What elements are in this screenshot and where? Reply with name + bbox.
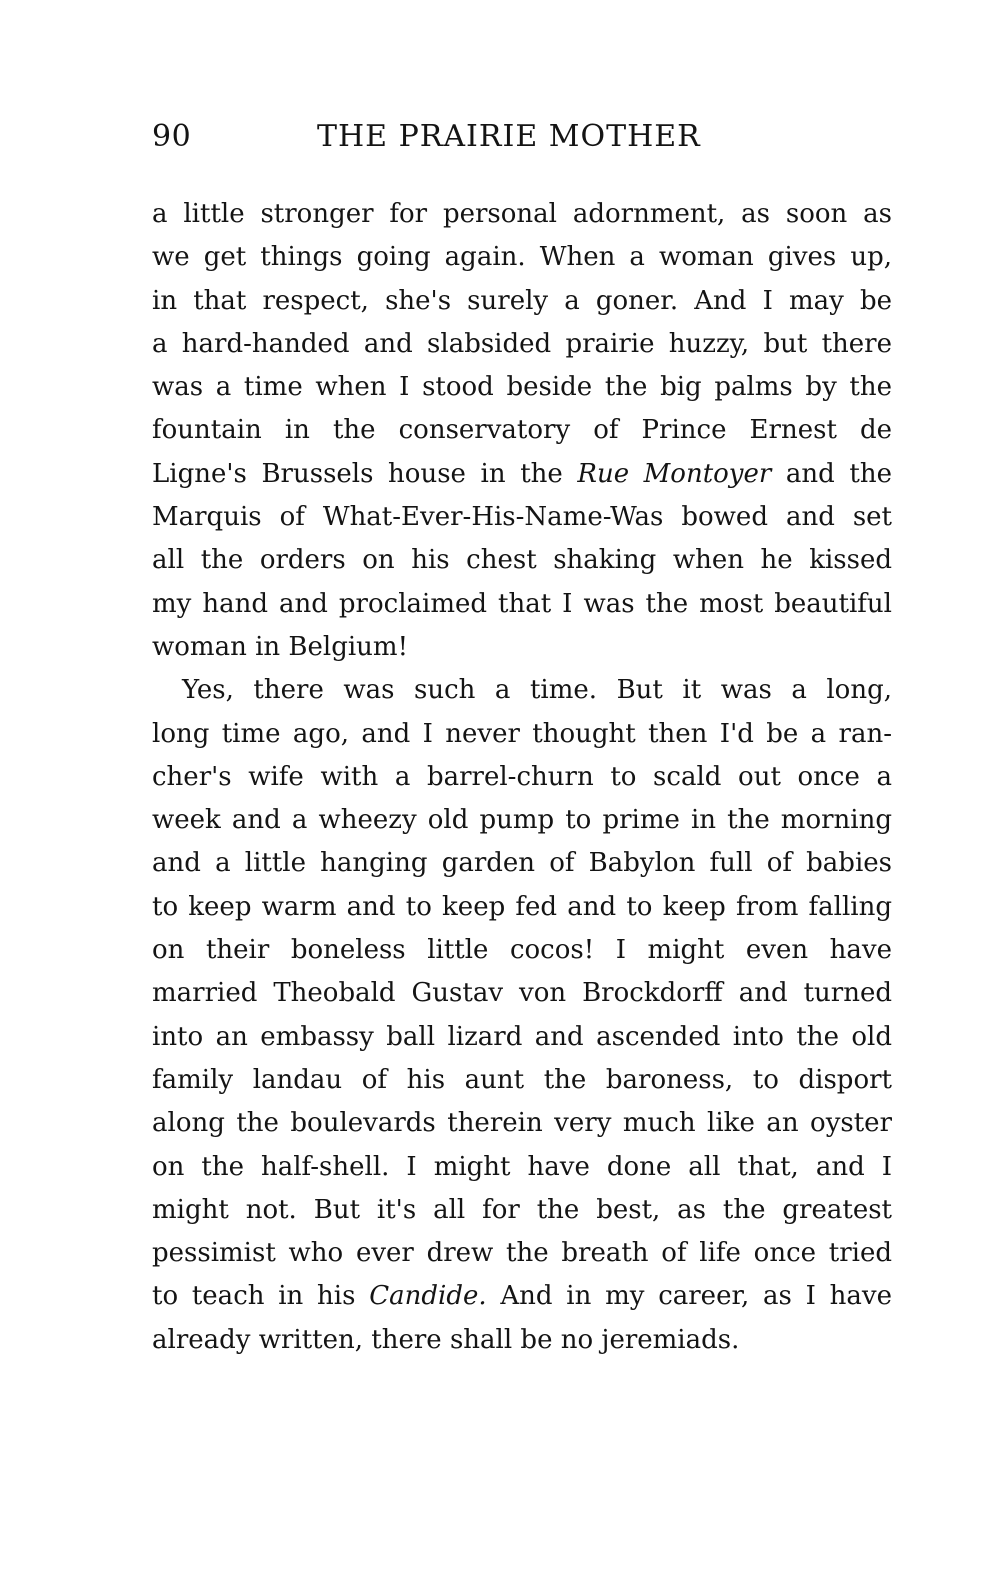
text-line <box>152 1275 892 1318</box>
text-line: a hard-handed and slabsided prairie huzzy, but there <box>152 328 892 359</box>
text-line: family landau of his aunt the baroness, to disport <box>152 1064 892 1095</box>
text-line: week and a wheezy old pump to prime in the morning <box>152 805 892 836</box>
text-line: into an embassy ball lizard and ascended into the old <box>152 1021 892 1052</box>
page-header <box>152 112 892 162</box>
text-line: woman in Belgium! <box>152 631 409 662</box>
text-line <box>152 453 892 496</box>
text-line: to keep warm and to keep fed and to keep from falling <box>152 891 892 922</box>
text-line: might not. But it's all for the best, as the greatest <box>152 1194 892 1225</box>
page-number: 90 <box>152 119 192 154</box>
text-line: a little stronger for personal adornment, as soon as <box>152 199 892 229</box>
text-line: Yes, there was such a time. But it was a long, <box>182 675 892 706</box>
text-line: long time ago, and I never thought then I'd be a ran- <box>152 718 892 749</box>
text-line: all the orders on his chest shaking when he kissed <box>152 545 892 576</box>
text-run: and the <box>771 458 892 489</box>
text-line: married Theobald Gustav von Brockdorff and turned <box>152 978 892 1009</box>
text-line: on their boneless little cocos! I might even have <box>152 935 892 966</box>
text-run: to teach in his <box>152 1281 370 1312</box>
text-line: along the boulevards therein very much like an oyster <box>152 1108 892 1139</box>
text-line: was a time when I stood beside the big palms by the <box>152 372 892 403</box>
text-run: Ligne's Brussels house in the <box>152 458 578 489</box>
text-line: fountain in the conservatory of Prince Ernest de <box>152 415 892 446</box>
text-run: And in my career, as I have <box>486 1281 892 1312</box>
text-line: and a little hanging garden of Babylon full of babies <box>152 848 892 879</box>
text-line: on the half-shell. I might have done all that, and I <box>152 1151 892 1182</box>
text-line: we get things going again. When a woman gives up, <box>152 242 892 273</box>
italic-title-rue-montoyer: Rue Montoyer <box>577 458 772 489</box>
body-text <box>152 193 892 1362</box>
italic-title-candide: Candide. <box>369 1281 487 1312</box>
text-line: my hand and proclaimed that I was the most beautiful <box>152 588 892 619</box>
text-line: in that respect, she's surely a goner. And I may be <box>152 285 892 316</box>
text-line: pessimist who ever drew the breath of life once tried <box>152 1238 892 1269</box>
text-line: already written, there shall be no jeremiads. <box>152 1324 740 1355</box>
running-head: THE PRAIRIE MOTHER <box>317 119 701 154</box>
text-line: Marquis of What-Ever-His-Name-Was bowed and set <box>152 502 892 533</box>
text-line: cher's wife with a barrel-churn to scald out once a <box>152 761 892 792</box>
